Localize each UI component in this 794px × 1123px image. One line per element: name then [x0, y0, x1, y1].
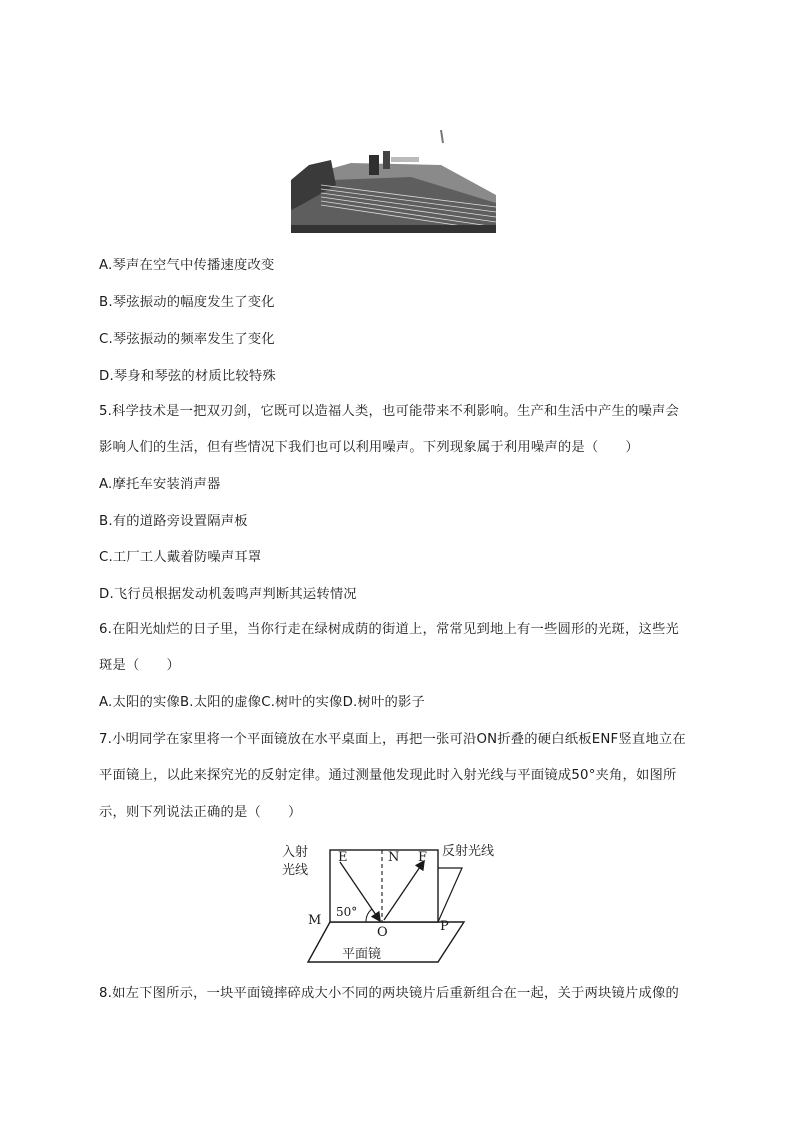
- q5-stem-line2: 影响人们的生活，但有些情况下我们也可以利用噪声。下列现象属于利用噪声的是（ ）: [99, 440, 639, 455]
- incident-label-2: 光线: [282, 863, 309, 878]
- incident-label-1: 入射: [282, 845, 309, 860]
- label-f: F: [418, 850, 428, 865]
- q8-stem-line1: 8.如左下图所示，一块平面镜摔碎成大小不同的两块镜片后重新组合在一起，关于两块镜片成像的: [99, 986, 679, 1001]
- q5-stem-line1: 5.科学技术是一把双刃剑，它既可以造福人类，也可能带来不利影响。生产和生活中产生的噪声会: [99, 404, 679, 419]
- guzheng-photo: [291, 125, 501, 235]
- q4-option-c: C.琴弦振动的频率发生了变化: [99, 332, 275, 347]
- label-p: P: [440, 919, 449, 934]
- q5-option-c: C.工厂工人戴着防噪声耳罩: [99, 550, 262, 565]
- label-m: M: [308, 913, 322, 928]
- label-e: E: [338, 850, 348, 865]
- q6-stem-line2: 斑是（ ）: [99, 658, 180, 673]
- mirror-label: 平面镜: [342, 947, 382, 962]
- q5-option-a: A.摩托车安装消声器: [99, 477, 221, 492]
- q6-stem-line1: 6.在阳光灿烂的日子里，当你行走在绿树成荫的街道上，常常见到地上有一些圆形的光斑，这些光: [99, 622, 679, 637]
- q7-stem-line3: 示，则下列说法正确的是（ ）: [99, 805, 302, 820]
- q7-stem-line1: 7.小明同学在家里将一个平面镜放在水平桌面上，再把一张可沿ON折叠的硬白纸板ENF竖直地立在: [99, 732, 686, 747]
- q6-options: A.太阳的实像B.太阳的虚像C.树叶的实像D.树叶的影子: [99, 695, 425, 710]
- angle-label: 50°: [336, 905, 358, 919]
- label-n: N: [388, 850, 400, 865]
- q4-option-a: A.琴声在空气中传播速度改变: [99, 258, 275, 273]
- q5-option-d: D.飞行员根据发动机轰鸣声判断其运转情况: [99, 587, 357, 602]
- reflected-label: 反射光线: [442, 844, 495, 859]
- q5-option-b: B.有的道路旁设置隔声板: [99, 514, 248, 529]
- q7-stem-line2: 平面镜上，以此来探究光的反射定律。通过测量他发现此时入射光线与平面镜成50°夹角，如图所: [99, 768, 677, 783]
- q4-option-b: B.琴弦振动的幅度发生了变化: [99, 295, 275, 310]
- reflection-diagram: [278, 838, 518, 972]
- q4-option-d: D.琴身和琴弦的材质比较特殊: [99, 369, 276, 384]
- label-o: O: [377, 925, 388, 940]
